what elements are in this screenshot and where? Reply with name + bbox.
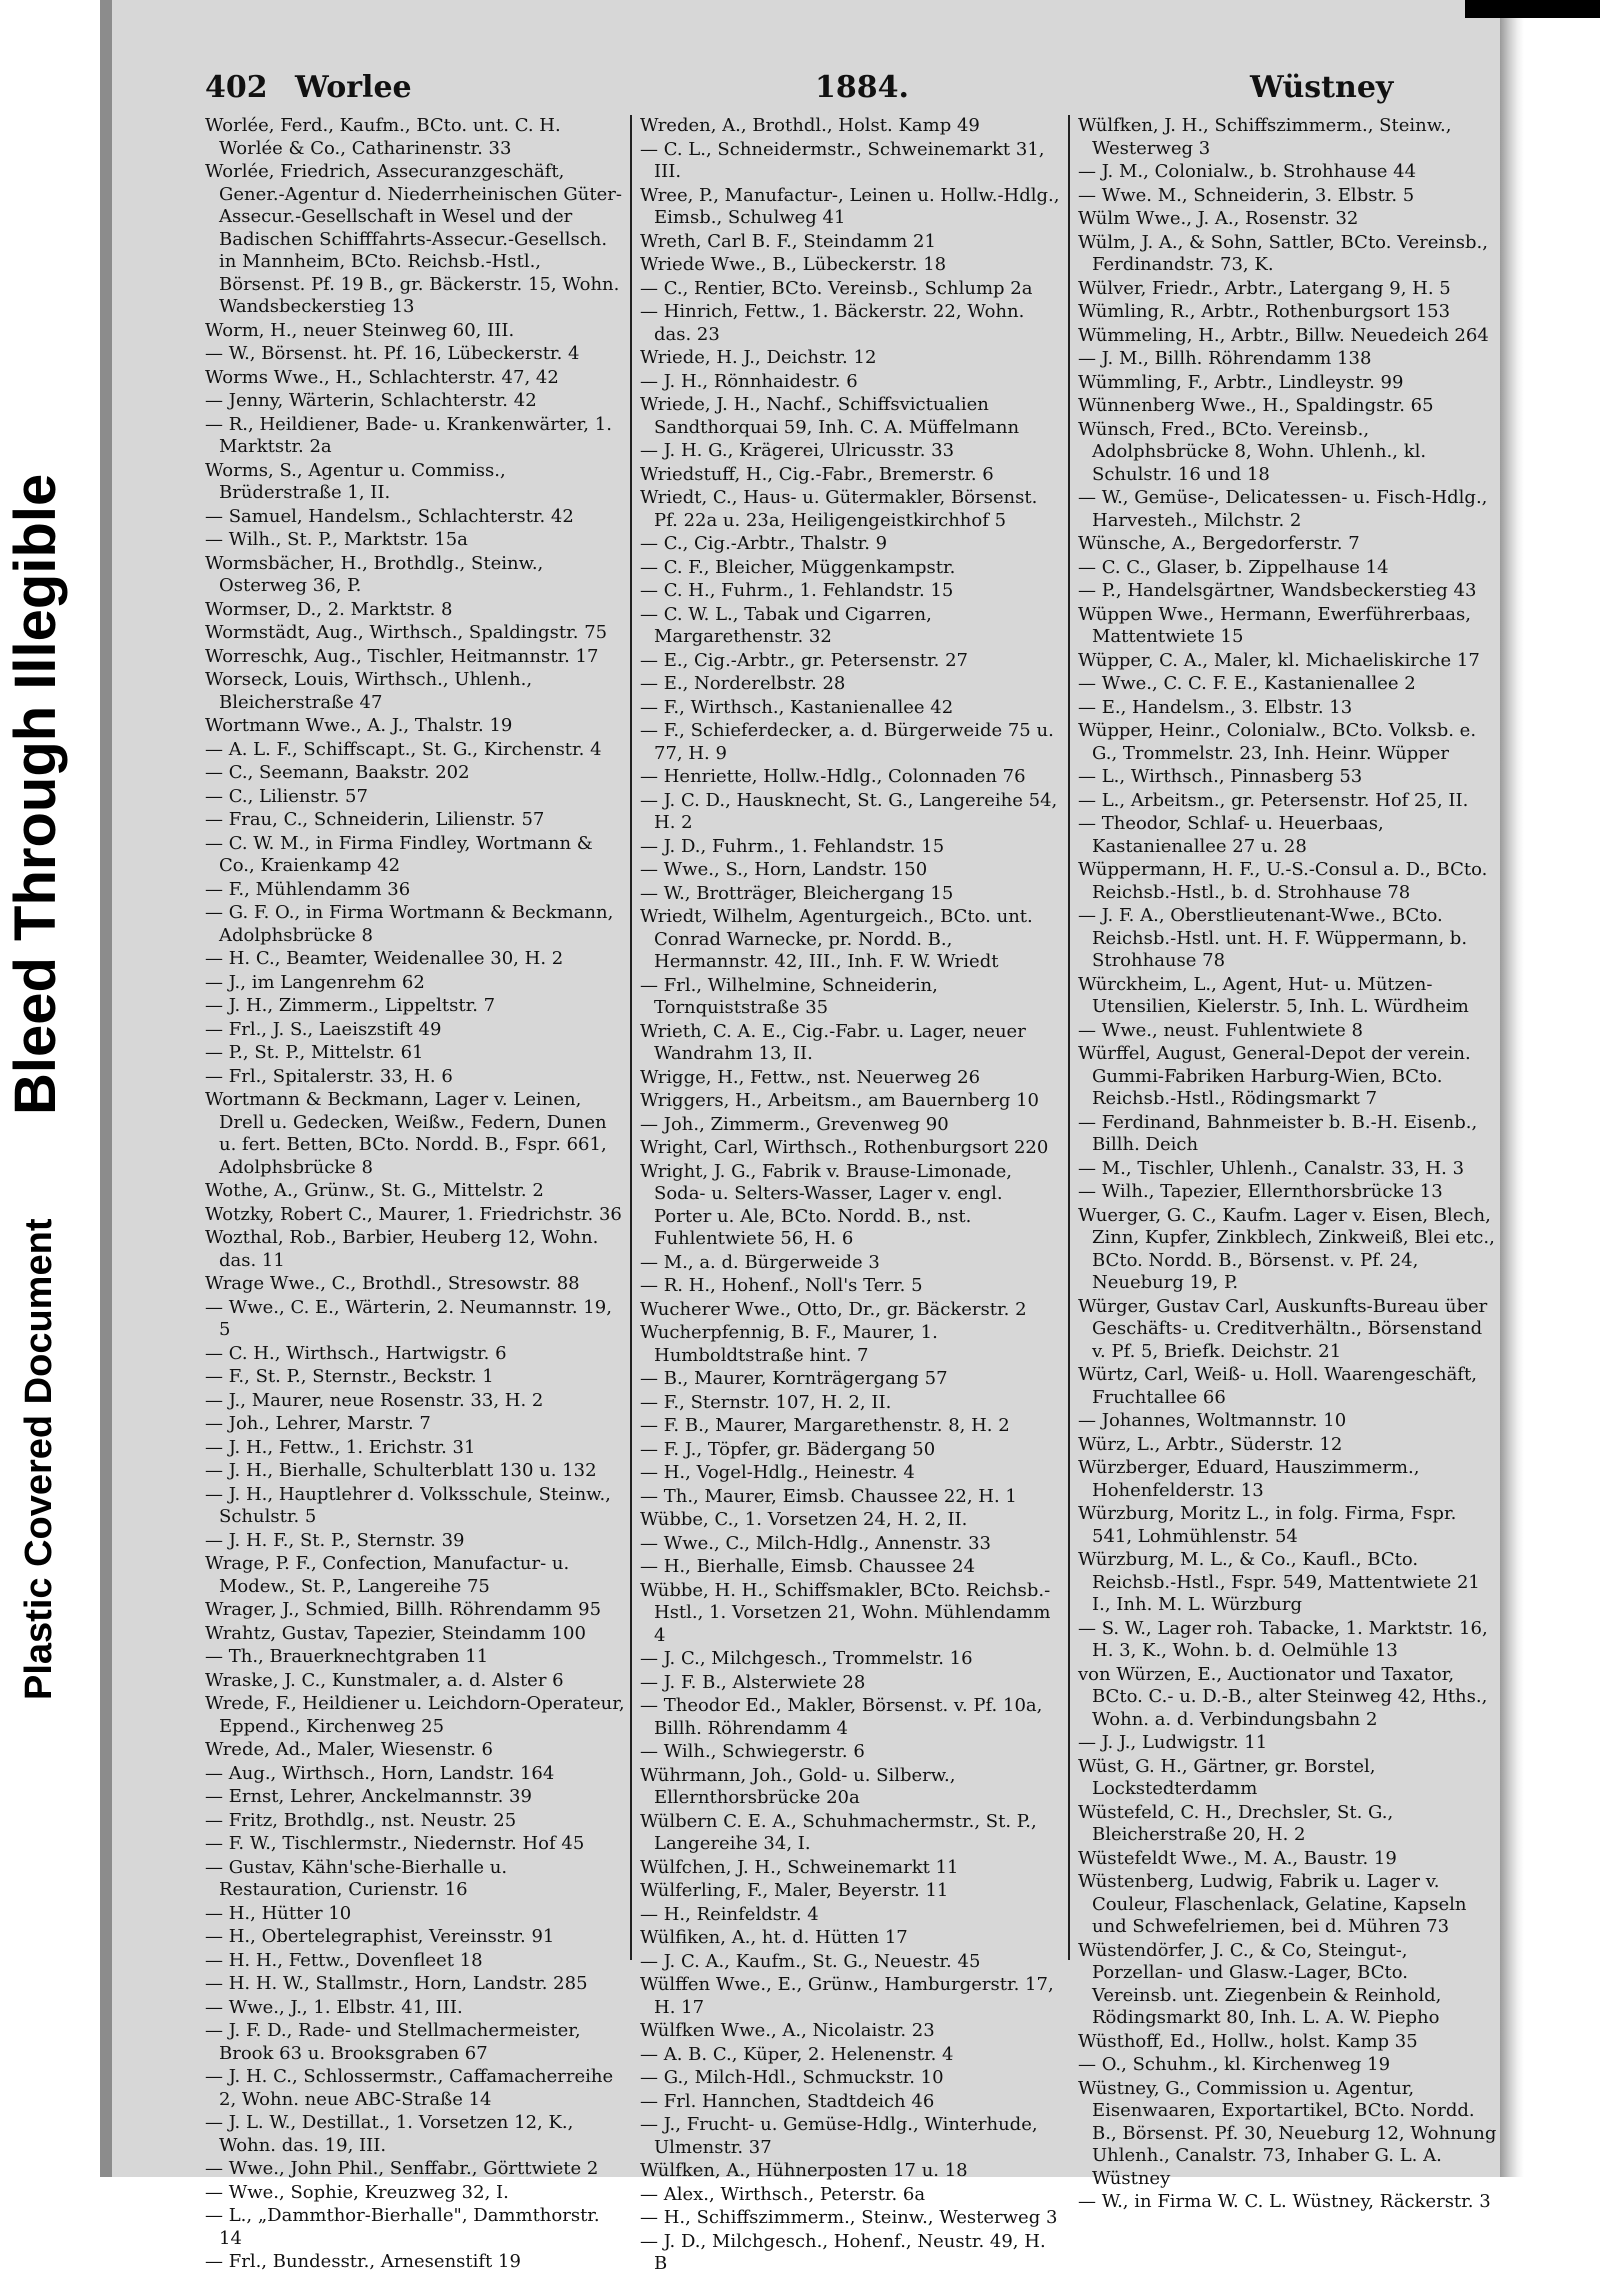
directory-entry: — L., „Dammthor-Bierhalle", Dammthorstr. 14 <box>205 2205 600 2249</box>
directory-entry: — J. F. D., Rade- und Stellmachermeister, Brook 63 u. Brooksgraben 67 <box>205 2020 581 2064</box>
directory-entry: Wriede, J. H., Nachf., Schiffsvictualien Sandthorquai 59, Inh. C. A. Müffelmann <box>640 394 1020 438</box>
directory-entry: — Ferdinand, Bahnmeister b. B.-H. Eisenb., Billh. Deich <box>1078 1111 1478 1155</box>
directory-entry: — R. H., Hohenf., Noll's Terr. 5 <box>640 1275 923 1296</box>
directory-entry: Wrage Wwe., C., Brothdl., Stresowstr. 88 <box>205 1273 580 1294</box>
directory-entry: Wülferling, F., Maler, Beyerstr. 11 <box>640 1880 949 1901</box>
directory-entry: — Frl. Hannchen, Stadtdeich 46 <box>640 2090 935 2112</box>
directory-entry: Wrager, J., Schmied, Billh. Röhrendamm 95 <box>205 1599 602 1620</box>
directory-entry: — H., Reinfeldstr. 4 <box>640 1903 819 1925</box>
scan-annotation-sidebar <box>0 0 85 2177</box>
bleed-through-label: Bleed Through Illegible <box>3 473 68 1115</box>
directory-entry: — J. D., Fuhrm., 1. Fehlandstr. 15 <box>640 835 945 857</box>
directory-entry: — W., Börsenst. ht. Pf. 16, Lübeckerstr. 4 <box>205 343 580 364</box>
directory-entry: Wümmling, F., Arbtr., Lindleystr. 99 <box>1078 371 1404 393</box>
directory-entry: — Hinrich, Fettw., 1. Bäckerstr. 22, Wohn. das. 23 <box>640 301 1025 345</box>
directory-entry: — Henriette, Hollw.-Hdlg., Colonnaden 76 <box>640 766 1026 787</box>
directory-entry: — O., Schuhm., kl. Kirchenweg 19 <box>1078 2054 1391 2075</box>
directory-entry: Wünsch, Fred., BCto. Vereinsb., Adolphsbrücke 8, Wohn. Uhlenh., kl. Schulstr. 16 und 18 <box>1078 418 1427 485</box>
directory-entry: Worreschk, Aug., Tischler, Heitmannstr. 17 <box>205 645 599 667</box>
directory-entry: Wozthal, Rob., Barbier, Heuberg 12, Wohn. das. 11 <box>205 1227 599 1271</box>
directory-entry: — Wwe., John Phil., Senffabr., Görttwiete 2 <box>205 2158 599 2179</box>
directory-entry: Wüstendörfer, J. C., & Co, Steingut-, Porzellan- und Glasw.-Lager, BCto. Vereinsb. unt. Ziegenbein & Reinhold, Rödingsmarkt 80, Inh. L. A. W. Piepho <box>1078 1939 1442 2028</box>
directory-entry: — A. L. F., Schiffscapt., St. G., Kirchenstr. 4 <box>205 738 602 760</box>
directory-entry: — Theodor Ed., Makler, Börsenst. v. Pf. 10a, Billh. Röhrendamm 4 <box>640 1695 1043 1739</box>
directory-entry: — Samuel, Handelsm., Schlachterstr. 42 <box>205 505 574 527</box>
directory-entry: Wriggers, H., Arbeitsm., am Bauernberg 10 <box>640 1090 1039 1111</box>
directory-entry: — J. H., Bierhalle, Schulterblatt 130 u. 132 <box>205 1460 597 1481</box>
directory-column-2 <box>640 115 1060 2277</box>
directory-entry: — P., St. P., Mittelstr. 61 <box>205 1042 424 1063</box>
directory-entry: — Wilh., Tapezier, Ellernthorsbrücke 13 <box>1078 1181 1443 1202</box>
directory-entry: Wortmann & Beckmann, Lager v. Leinen, Drell u. Gedecken, Weißw., Federn, Dunen u. fert. Betten, BCto. Nordd. B., Fspr. 661, Adolphsbrücke 8 <box>205 1089 607 1178</box>
directory-entry: Wrage, P. F., Confection, Manufactur- u. Modew., St. P., Langereihe 75 <box>205 1553 570 1597</box>
directory-entry: — Frl., Wilhelmine, Schneiderin, Tornquiststraße 35 <box>640 974 938 1018</box>
directory-entry: Wülm Wwe., J. A., Rosenstr. 32 <box>1078 208 1359 229</box>
plastic-covered-label: Plastic Covered Document <box>18 1218 60 1700</box>
directory-entry: — L., Wirthsch., Pinnasberg 53 <box>1078 766 1363 787</box>
directory-entry: — H., Bierhalle, Eimsb. Chaussee 24 <box>640 1556 976 1577</box>
directory-entry: Worm, H., neuer Steinweg 60, III. <box>205 319 515 341</box>
directory-entry: — R., Heildiener, Bade- u. Krankenwärter, 1. Marktstr. 2a <box>205 413 612 457</box>
directory-entry: Würtz, Carl, Weiß- u. Holl. Waarengeschäft, Fruchtallee 66 <box>1078 1364 1477 1408</box>
directory-entry: — C., Rentier, BCto. Vereinsb., Schlump 2a <box>640 277 1033 299</box>
directory-entry: Wriedstuff, H., Cig.-Fabr., Bremerstr. 6 <box>640 463 994 485</box>
directory-entry: — Frl., Bundesstr., Arnesenstift 19 <box>205 2251 521 2272</box>
directory-entry: — Wwe. M., Schneiderin, 3. Elbstr. 5 <box>1078 184 1415 206</box>
directory-entry: Wümmeling, H., Arbtr., Billw. Neuedeich 264 <box>1078 324 1489 346</box>
directory-entry: Worseck, Louis, Wirthsch., Uhlenh., Bleicherstraße 47 <box>205 669 533 713</box>
directory-entry: Wülbern C. E. A., Schuhmachermstr., St. P., Langereihe 34, I. <box>640 1810 1037 1854</box>
left-catchword: Worlee <box>295 70 412 105</box>
directory-entry: — F., St. P., Sternstr., Beckstr. 1 <box>205 1366 494 1387</box>
directory-entry: — C. F., Bleicher, Müggenkampstr. <box>640 556 956 578</box>
directory-entry: — L., Arbeitsm., gr. Petersenstr. Hof 25, II. <box>1078 789 1469 811</box>
scan-corner <box>1465 0 1600 18</box>
directory-entry: Wreden, A., Brothdl., Holst. Kamp 49 <box>640 115 980 136</box>
directory-entry: — F. B., Maurer, Margarethenstr. 8, H. 2 <box>640 1415 1010 1436</box>
directory-entry: — E., Norderelbstr. 28 <box>640 673 846 694</box>
directory-entry: — J., Frucht- u. Gemüse-Hdlg., Winterhude, Ulmenstr. 37 <box>640 2114 1038 2158</box>
directory-entry: Wüpper, C. A., Maler, kl. Michaeliskirche 17 <box>1078 649 1480 671</box>
directory-entry: Wuerger, G. C., Kaufm. Lager v. Eisen, Blech, Zinn, Kupfer, Zinkblech, Zinkweiß, Blei etc., BCto. Nordd. B., Börsenst. v. Pf. 24, Neueburg 19, P. <box>1078 1204 1495 1293</box>
directory-entry: — J. M., Colonialw., b. Strohhause 44 <box>1078 161 1417 182</box>
directory-entry: Wormstädt, Aug., Wirthsch., Spaldingstr. 75 <box>205 622 608 643</box>
directory-entry: Wriede Wwe., B., Lübeckerstr. 18 <box>640 254 947 275</box>
directory-entry: — C. C., Glaser, b. Zippelhause 14 <box>1078 556 1389 578</box>
column-rule <box>1068 115 1070 1960</box>
directory-entry: — J. L. W., Destillat., 1. Vorsetzen 12, K., Wohn. das. 19, III. <box>205 2112 574 2156</box>
directory-entry: Wüpper, Heinr., Colonialw., BCto. Volksb. e. G., Trommelstr. 23, Inh. Heinr. Wüpper <box>1078 720 1477 764</box>
directory-entry: Wortmann Wwe., A. J., Thalstr. 19 <box>205 715 513 736</box>
directory-entry: Wree, P., Manufactur-, Leinen u. Hollw.-Hdlg., Eimsb., Schulweg 41 <box>640 184 1060 228</box>
directory-entry: — C. H., Fuhrm., 1. Fehlandstr. 15 <box>640 580 954 601</box>
directory-entry: — S. W., Lager roh. Tabacke, 1. Marktstr. 16, H. 3, K., Wohn. b. d. Oelmühle 13 <box>1078 1617 1488 1661</box>
directory-entry: — Fritz, Brothdlg., nst. Neustr. 25 <box>205 1809 517 1831</box>
directory-entry: — Frau, C., Schneiderin, Lilienstr. 57 <box>205 809 545 830</box>
directory-entry: — Ernst, Lehrer, Anckelmannstr. 39 <box>205 1786 532 1807</box>
directory-entry: — Joh., Zimmerm., Grevenweg 90 <box>640 1113 949 1135</box>
page-edge <box>1500 0 1600 2177</box>
directory-entry: — J. J., Ludwigstr. 11 <box>1078 1732 1268 1753</box>
directory-entry: — Joh., Lehrer, Marstr. 7 <box>205 1413 431 1434</box>
directory-entry: Worms Wwe., H., Schlachterstr. 47, 42 <box>205 366 559 388</box>
directory-entry: — C. L., Schneidermstr., Schweinemarkt 31, III. <box>640 138 1045 182</box>
directory-entry: Wrede, Ad., Maler, Wiesenstr. 6 <box>205 1739 493 1760</box>
directory-entry: Wührmann, Joh., Gold- u. Silberw., Ellernthorsbrücke 20a <box>640 1764 956 1808</box>
column-rule <box>630 115 632 1960</box>
directory-entry: — C., Lilienstr. 57 <box>205 785 368 807</box>
directory-entry: Wrahtz, Gustav, Tapezier, Steindamm 100 <box>205 1622 586 1644</box>
directory-entry: — J. H., Zimmerm., Lippeltstr. 7 <box>205 995 496 1016</box>
directory-entry: — J. F. B., Alsterwiete 28 <box>640 1671 866 1693</box>
directory-entry: Wülffen Wwe., E., Grünw., Hamburgerstr. 17, H. 17 <box>640 1974 1054 2018</box>
right-catchword: Wüstney <box>1250 70 1394 105</box>
directory-entry: — H., Hütter 10 <box>205 1902 352 1924</box>
directory-entry: — F., Wirthsch., Kastanienallee 42 <box>640 696 954 718</box>
directory-entry: — J. H. G., Krägerei, Ulricusstr. 33 <box>640 440 955 461</box>
directory-entry: Würffel, August, General-Depot der verein. Gummi-Fabriken Harburg-Wien, BCto. Reichsb.-Hstl., Rödingsmarkt 7 <box>1078 1043 1471 1109</box>
directory-entry: — Wwe., Sophie, Kreuzweg 32, I. <box>205 2181 509 2203</box>
directory-entry: — C., Seemann, Baakstr. 202 <box>205 762 470 783</box>
directory-entry: Wüppermann, H. F., U.-S.-Consul a. D., BCto. Reichsb.-Hstl., b. d. Strohhause 78 <box>1078 859 1488 903</box>
directory-entry: Wraske, J. C., Kunstmaler, a. d. Alster 6 <box>205 1669 564 1691</box>
directory-entry: — Wilh., St. P., Marktstr. 15a <box>205 529 468 550</box>
directory-entry: Wüst, G. H., Gärtner, gr. Borstel, Lockstedterdamm <box>1078 1755 1376 1799</box>
directory-entry: — C., Cig.-Arbtr., Thalstr. 9 <box>640 533 888 554</box>
directory-entry: — H., Schiffszimmerm., Steinw., Westerweg 3 <box>640 2207 1058 2228</box>
directory-column-1 <box>205 115 625 2275</box>
directory-entry: — Wwe., S., Horn, Landstr. 150 <box>640 859 928 880</box>
directory-entry: — H., Obertelegraphist, Vereinsstr. 91 <box>205 1926 555 1947</box>
directory-entry: — A. B. C., Küper, 2. Helenenstr. 4 <box>640 2043 954 2065</box>
directory-entry: Wriedt, C., Haus- u. Gütermakler, Börsenst. Pf. 22a u. 23a, Heiligengeistkirchhof 5 <box>640 487 1038 531</box>
directory-entry: — H., Vogel-Hdlg., Heinestr. 4 <box>640 1462 915 1483</box>
directory-entry: — J. C. D., Hausknecht, St. G., Langereihe 54, H. 2 <box>640 789 1058 833</box>
directory-entry: — C. W. L., Tabak und Cigarren, Margarethenstr. 32 <box>640 603 932 647</box>
directory-entry: — W., Gemüse-, Delicatessen- u. Fisch-Hdlg., Harvesteh., Milchstr. 2 <box>1078 487 1488 531</box>
directory-entry: — Wwe., C. C. F. E., Kastanienallee 2 <box>1078 673 1416 694</box>
directory-entry: Würzburg, M. L., & Co., Kaufl., BCto. Reichsb.-Hstl., Fspr. 549, Mattentwiete 21 I., Inh. M. L. Würzburg <box>1078 1549 1480 1615</box>
directory-entry: — W., in Firma W. C. L. Wüstney, Räckerstr. 3 <box>1078 2191 1491 2212</box>
directory-entry: Wübbe, H. H., Schiffsmakler, BCto. Reichsb.-Hstl., 1. Vorsetzen 21, Wohn. Mühlendamm 4 <box>640 1579 1051 1646</box>
directory-entry: — J. H., Fettw., 1. Erichstr. 31 <box>205 1436 476 1458</box>
directory-entry: — E., Cig.-Arbtr., gr. Petersenstr. 27 <box>640 649 968 671</box>
directory-entry: — C. W. M., in Firma Findley, Wortmann & Co., Kraienkamp 42 <box>205 832 593 876</box>
directory-entry: — W., Brotträger, Bleichergang 15 <box>640 882 954 904</box>
directory-entry: — F. W., Tischlermstr., Niedernstr. Hof 45 <box>205 1833 585 1854</box>
directory-entry: Wrieth, C. A. E., Cig.-Fabr. u. Lager, neuer Wandrahm 13, II. <box>640 1020 1026 1064</box>
directory-entry: Wünnenberg Wwe., H., Spaldingstr. 65 <box>1078 395 1434 416</box>
directory-entry: — Wwe., neust. Fuhlentwiete 8 <box>1078 1019 1363 1041</box>
directory-entry: — Wwe., C. E., Wärterin, 2. Neumannstr. 19, 5 <box>205 1296 612 1340</box>
directory-entry: — F., Schieferdecker, a. d. Bürgerweide 75 u. 77, H. 9 <box>640 720 1054 764</box>
directory-entry: Wüstney, G., Commission u. Agentur, Eisenwaaren, Exportartikel, BCto. Nordd. B., Börsenst. Pf. 30, Neueburg 12, Wohnung Uhlenh., Canalstr. 73, Inhaber G. L. A. Wüstney <box>1078 2077 1497 2189</box>
directory-entry: Wülfchen, J. H., Schweinemarkt 11 <box>640 1856 959 1878</box>
directory-entry: Würckheim, L., Agent, Hut- u. Mützen-Utensilien, Kielerstr. 5, Inh. L. Würdheim <box>1078 973 1469 1017</box>
directory-entry: Wothe, A., Grünw., St. G., Mittelstr. 2 <box>205 1180 544 1201</box>
directory-entry: — C. H., Wirthsch., Hartwigstr. 6 <box>205 1342 507 1364</box>
directory-entry: — Wilh., Schwiegerstr. 6 <box>640 1741 865 1762</box>
directory-entry: — J. C., Milchgesch., Trommelstr. 16 <box>640 1648 973 1669</box>
directory-column-3 <box>1078 115 1498 2215</box>
directory-entry: Wriede, H. J., Deichstr. 12 <box>640 347 877 368</box>
directory-entry: Wrede, F., Heildiener u. Leichdorn-Operateur, Eppend., Kirchenweg 25 <box>205 1693 625 1737</box>
directory-entry: — H. H. W., Stallmstr., Horn, Landstr. 285 <box>205 1973 588 1994</box>
directory-entry: — J., Maurer, neue Rosenstr. 33, H. 2 <box>205 1389 544 1411</box>
directory-entry: — J. C. A., Kaufm., St. G., Neuestr. 45 <box>640 1950 981 1972</box>
directory-entry: — J. H., Hauptlehrer d. Volksschule, Steinw., Schulstr. 5 <box>205 1483 611 1527</box>
directory-entry: Worlée, Ferd., Kaufm., BCto. unt. C. H. Worlée & Co., Catharinenstr. 33 <box>205 115 561 159</box>
directory-entry: — Gustav, Kähn'sche-Bierhalle u. Restauration, Curienstr. 16 <box>205 1856 508 1900</box>
directory-entry: — H. H., Fettw., Dovenfleet 18 <box>205 1949 483 1971</box>
directory-entry: — J. D., Milchgesch., Hohenf., Neustr. 49, H. B <box>640 2230 1046 2274</box>
directory-entry: — Aug., Wirthsch., Horn, Landstr. 164 <box>205 1762 555 1784</box>
directory-entry: — Theodor, Schlaf- u. Heuerbaas, Kastanienallee 27 u. 28 <box>1078 813 1384 857</box>
directory-entry: Wrigge, H., Fettw., nst. Neuerweg 26 <box>640 1066 981 1088</box>
directory-entry: Wormser, D., 2. Marktstr. 8 <box>205 598 453 620</box>
directory-entry: Wülm, J. A., & Sohn, Sattler, BCto. Vereinsb., Ferdinandstr. 73, K. <box>1078 231 1488 275</box>
directory-entry: — J. H. F., St. P., Sternstr. 39 <box>205 1529 465 1551</box>
directory-entry: Wright, J. G., Fabrik v. Brause-Limonade, Soda- u. Selters-Wasser, Lager v. engl. Porter u. Ale, BCto. Nordd. B., nst. Fuhlentwiete 56, H. 6 <box>640 1160 1012 1249</box>
directory-entry: — Wwe., J., 1. Elbstr. 41, III. <box>205 1996 463 2018</box>
directory-entry: — E., Handelsm., 3. Elbstr. 13 <box>1078 696 1353 718</box>
directory-entry: Wülfken, J. H., Schiffszimmerm., Steinw., Westerweg 3 <box>1078 115 1452 159</box>
directory-entry: Wüsthoff, Ed., Hollw., holst. Kamp 35 <box>1078 2030 1418 2052</box>
directory-entry: — J., im Langenrehm 62 <box>205 971 425 993</box>
directory-entry: — G., Milch-Hdl., Schmuckstr. 10 <box>640 2067 944 2088</box>
directory-entry: von Würzen, E., Auctionator und Taxator, BCto. C.- u. D.-B., alter Steinweg 42, Hths., Wohn. a. d. Verbindungsbahn 2 <box>1078 1663 1488 1730</box>
directory-entry: Wormsbächer, H., Brothdlg., Steinw., Osterweg 36, P. <box>205 552 544 596</box>
directory-entry: Wümling, R., Arbtr., Rothenburgsort 153 <box>1078 301 1451 322</box>
directory-entry: — B., Maurer, Kornträgergang 57 <box>640 1368 948 1389</box>
directory-entry: Würz, L., Arbtr., Süderstr. 12 <box>1078 1433 1343 1455</box>
directory-year: 1884. <box>815 70 909 105</box>
directory-entry: Wotzky, Robert C., Maurer, 1. Friedrichstr. 36 <box>205 1203 622 1225</box>
directory-entry: Wülver, Friedr., Arbtr., Latergang 9, H. 5 <box>1078 277 1451 299</box>
page-binding-shadow <box>100 0 112 2177</box>
directory-entry: — Jenny, Wärterin, Schlachterstr. 42 <box>205 390 537 411</box>
directory-entry: Wülfken Wwe., A., Nicolaistr. 23 <box>640 2020 935 2041</box>
directory-entry: — H. C., Beamter, Weidenallee 30, H. 2 <box>205 948 564 969</box>
directory-entry: Wülfiken, A., ht. d. Hütten 17 <box>640 1927 908 1948</box>
directory-entry: — Th., Brauerknechtgraben 11 <box>205 1646 489 1667</box>
directory-entry: Wreth, Carl B. F., Steindamm 21 <box>640 230 936 252</box>
running-header <box>205 70 1475 120</box>
directory-entry: — F. J., Töpfer, gr. Bädergang 50 <box>640 1438 936 1460</box>
directory-entry: Wright, Carl, Wirthsch., Rothenburgsort 220 <box>640 1137 1049 1158</box>
directory-entry: Wüstenberg, Ludwig, Fabrik u. Lager v. Couleur, Flaschenlack, Gelatine, Kapseln und Schwefelriemen, bei d. Mühren 73 <box>1078 1871 1467 1937</box>
directory-entry: Wünsche, A., Bergedorferstr. 7 <box>1078 533 1360 554</box>
directory-entry: Wucherer Wwe., Otto, Dr., gr. Bäckerstr. 2 <box>640 1298 1027 1320</box>
directory-entry: Wriedt, Wilhelm, Agenturgeich., BCto. unt. Conrad Warnecke, pr. Nordd. B., Hermannstr. 42, III., Inh. F. W. Wriedt <box>640 906 1033 972</box>
page-number: 402 <box>205 70 268 105</box>
directory-entry: — Wwe., C., Milch-Hdlg., Annenstr. 33 <box>640 1532 991 1554</box>
directory-entry: Wucherpfennig, B. F., Maurer, 1. Humboldtstraße hint. 7 <box>640 1322 938 1366</box>
directory-entry: — P., Handelsgärtner, Wandsbeckerstieg 43 <box>1078 580 1477 601</box>
directory-entry: Wülfken, A., Hühnerposten 17 u. 18 <box>640 2160 968 2181</box>
directory-entry: — J. H., Rönnhaidestr. 6 <box>640 370 858 392</box>
directory-entry: — J. M., Billh. Röhrendamm 138 <box>1078 348 1372 369</box>
directory-entry: Würger, Gustav Carl, Auskunfts-Bureau über Geschäfts- u. Creditverhältn., Börsenstand v. Pf. 5, Briefk. Deichstr. 21 <box>1078 1295 1488 1362</box>
directory-entry: — Th., Maurer, Eimsb. Chaussee 22, H. 1 <box>640 1485 1017 1507</box>
directory-entry: — M., a. d. Bürgerweide 3 <box>640 1251 880 1273</box>
directory-entry: — F., Mühlendamm 36 <box>205 878 411 900</box>
directory-entry: — G. F. O., in Firma Wortmann & Beckmann, Adolphsbrücke 8 <box>205 902 614 946</box>
directory-entry: — F., Sternstr. 107, H. 2, II. <box>640 1391 892 1413</box>
directory-entry: — J. F. A., Oberstlieutenant-Wwe., BCto. Reichsb.-Hstl. unt. H. F. Wüppermann, b. Strohhause 78 <box>1078 905 1468 971</box>
directory-entry: Worms, S., Agentur u. Commiss., Brüderstraße 1, II. <box>205 459 506 503</box>
directory-entry: Worlée, Friedrich, Assecuranzgeschäft, Gener.-Agentur d. Niederrheinischen Güter-Assecur.-Gesellschaft in Wesel und der Badischen Schifffahrts-Assecur.-Gesellsch. in Mannheim, BCto. Reichsb.-Hstl., Börsenst. Pf. 19 B., gr. Bäckerstr. 15, Wohn. Wandsbeckerstieg 13 <box>205 161 622 317</box>
directory-entry: — Frl., Spitalerstr. 33, H. 6 <box>205 1065 453 1087</box>
directory-entry: — Frl., J. S., Laeiszstift 49 <box>205 1018 442 1040</box>
directory-entry: Würzberger, Eduard, Hauszimmerm., Hohenfelderstr. 13 <box>1078 1457 1420 1501</box>
directory-entry: Würzburg, Moritz L., in folg. Firma, Fspr. 541, Lohmühlenstr. 54 <box>1078 1503 1457 1547</box>
directory-entry: Wüstefeld, C. H., Drechsler, St. G., Bleicherstraße 20, H. 2 <box>1078 1801 1394 1845</box>
directory-entry: — J. H. C., Schlossermstr., Caffamacherreihe 2, Wohn. neue ABC-Straße 14 <box>205 2066 614 2110</box>
directory-entry: — M., Tischler, Uhlenh., Canalstr. 33, H. 3 <box>1078 1157 1465 1179</box>
directory-entry: — Alex., Wirthsch., Peterstr. 6a <box>640 2183 926 2205</box>
directory-entry: — Johannes, Woltmannstr. 10 <box>1078 1410 1347 1431</box>
directory-entry: Wübbe, C., 1. Vorsetzen 24, H. 2, II. <box>640 1509 968 1530</box>
directory-entry: Wüstefeldt Wwe., M. A., Baustr. 19 <box>1078 1847 1397 1869</box>
directory-entry: Wüppen Wwe., Hermann, Ewerführerbaas, Mattentwiete 15 <box>1078 603 1471 647</box>
